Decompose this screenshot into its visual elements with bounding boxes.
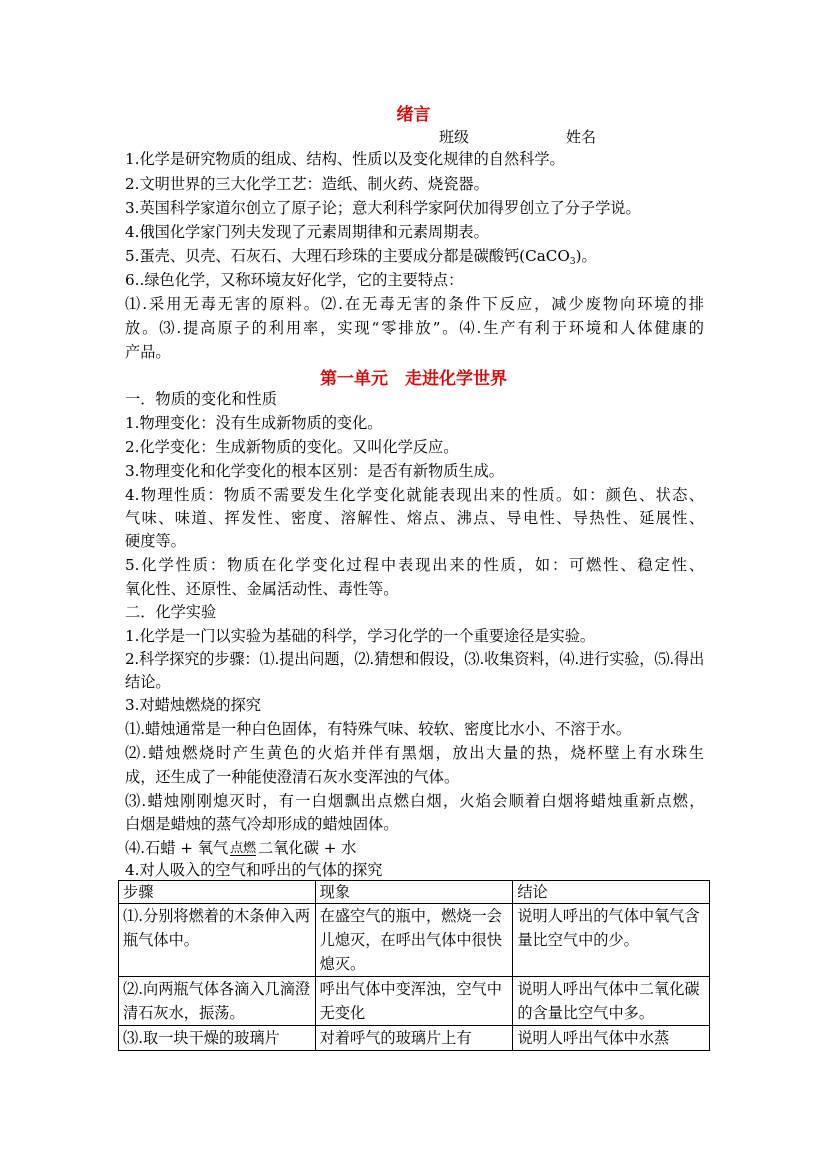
preface-item-4: 4.俄国化学家门列夫发现了元素周期律和元素周期表。 (125, 223, 489, 241)
table-header-cell: 步骤 (119, 881, 316, 904)
candle-point-3-line-2: 白烟是蜡烛的蒸气冷却形成的蜡烛固体。 (125, 815, 399, 833)
table-cell: 说明人呼出气体中二氧化碳的含量比空气中多。 (513, 977, 710, 1026)
class-label: 班级 (439, 128, 470, 146)
candle-equation: ⑷.石蜡 + 氧气 点燃 二氧化碳 + 水 (125, 839, 357, 857)
sec1-item-5-line-1: 5.化学性质：物质在化学变化过程中表现出来的性质，如：可燃性、稳定性、 (125, 556, 704, 574)
table-row (119, 1026, 710, 1051)
table-cell: 说明人呼出的气体中氧气含量比空气中的少。 (513, 904, 710, 977)
table-header-row (119, 881, 710, 904)
table-cell: ⑶.取一块干燥的玻璃片 (119, 1026, 316, 1051)
table-header-cell: 现象 (315, 881, 513, 904)
sec1-item-4-line-2: 气味、味道、挥发性、密度、溶解性、熔点、沸点、导电性、导热性、延展性、 (125, 509, 704, 527)
sec2-item-1: 1.化学是一门以实验为基础的科学，学习化学的一个重要途径是实验。 (125, 627, 596, 645)
table-cell: ⑵.向两瓶气体各滴入几滴澄清石灰水，振荡。 (119, 977, 316, 1026)
sec2-item-3: 3.对蜡烛燃烧的探究 (125, 696, 261, 714)
green-chem-line-3: 产品。 (125, 343, 171, 361)
sec1-item-5-line-2: 氧化性、还原性、金属活动性、毒性等。 (125, 580, 399, 598)
preface-item-5: 5.蛋壳、贝壳、石灰石、大理石珍珠的主要成分都是碳酸钙(CaCO$_3$)。 (125, 247, 597, 267)
sec1-item-4-line-1: 4.物理性质：物质不需要发生化学变化就能表现出来的性质。如：颜色、状态、 (125, 486, 704, 504)
preface-item-6: 6..绿色化学，又称环境友好化学，它的主要特点： (125, 271, 464, 289)
table-header-cell: 结论 (513, 881, 710, 904)
unit1-title: 第一单元 走进化学世界 (320, 369, 507, 389)
breath-experiment-table (118, 880, 710, 1051)
table-cell: 在盛空气的瓶中，燃烧一会儿熄灭，在呼出气体中很快熄灭。 (315, 904, 513, 977)
preface-item-2: 2.文明世界的三大化学工艺：造纸、制火药、烧瓷器。 (125, 175, 489, 193)
green-chem-line-1: ⑴.采用无毒无害的原料。⑵.在无毒无害的条件下反应，减少废物向环境的排 (125, 295, 704, 313)
table-cell: 说明人呼出气体中水蒸 (513, 1026, 710, 1051)
candle-point-2-line-2: 成，还生成了一种能使澄清石灰水变浑浊的气体。 (125, 768, 460, 786)
name-label: 姓名 (566, 128, 597, 146)
sec2-item-2-line-2: 结论。 (125, 673, 171, 691)
candle-point-1: ⑴.蜡烛通常是一种白色固体，有特殊气味、较软、密度比水小、不溶于水。 (125, 720, 632, 738)
section2-heading: 二．化学实验 (125, 603, 217, 621)
table-cell: 呼出气体中变浑浊，空气中无变化 (315, 977, 513, 1026)
sec1-item-2: 2.化学变化：生成新物质的变化。又叫化学反应。 (125, 438, 459, 456)
sec2-item-4: 4.对人吸入的空气和呼出的气体的探究 (125, 861, 383, 879)
preface-item-1: 1.化学是研究物质的组成、结构、性质以及变化规律的自然科学。 (125, 150, 565, 168)
candle-point-2-line-1: ⑵.蜡烛燃烧时产生黄色的火焰并伴有黑烟，放出大量的热，烧杯壁上有水珠生 (125, 744, 704, 762)
sec2-item-2-line-1: 2.科学探究的步骤：⑴.提出问题，⑵.猜想和假设，⑶.收集资料，⑷.进行实验，⑸.得出 (125, 650, 704, 668)
preface-title: 绪言 (396, 105, 431, 125)
table-row (119, 904, 710, 977)
table-cell: ⑴.分别将燃着的木条伸入两瓶气体中。 (119, 904, 316, 977)
sec1-item-4-line-3: 硬度等。 (125, 532, 186, 550)
sec1-item-3: 3.物理变化和化学变化的根本区别：是否有新物质生成。 (125, 462, 504, 480)
section1-heading: 一．物质的变化和性质 (125, 390, 277, 408)
sec1-item-1: 1.物理变化：没有生成新物质的变化。 (125, 414, 383, 432)
table-cell: 对着呼气的玻璃片上有 (315, 1026, 513, 1051)
preface-item-3: 3.英国科学家道尔创立了原子论；意大利科学家阿伏加得罗创立了分子学说。 (125, 199, 641, 217)
green-chem-line-2: 放。⑶.提高原子的利用率，实现“零排放”。⑷.生产有利于环境和人体健康的 (125, 319, 704, 337)
table-row (119, 977, 710, 1026)
candle-point-3-line-1: ⑶.蜡烛刚刚熄灭时，有一白烟飘出点燃白烟，火焰会顺着白烟将蜡烛重新点燃， (125, 792, 704, 810)
